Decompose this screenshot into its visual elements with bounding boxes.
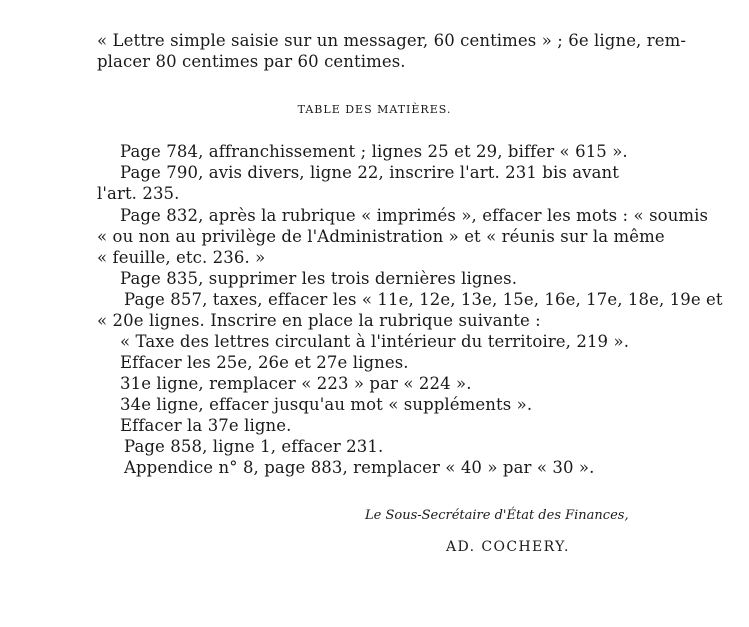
- errata-line: Page 832, après la rubrique « imprimés », effacer les mots : « soumis: [120, 206, 709, 225]
- intro-line-2: placer 80 centimes par 60 centimes.: [97, 52, 406, 71]
- signature-name: AD. COCHERY.: [446, 539, 570, 555]
- errata-line: 34e ligne, effacer jusqu'au mot « suppléments ».: [120, 395, 533, 414]
- intro-line-1: « Lettre simple saisie sur un messager, 60 centimes » ; 6e ligne, rem-: [97, 31, 687, 50]
- errata-line: « Taxe des lettres circulant à l'intérieur du territoire, 219 ».: [120, 332, 630, 351]
- errata-line: Appendice n° 8, page 883, remplacer « 40 » par « 30 ».: [124, 458, 595, 477]
- errata-line: « feuille, etc. 236. »: [97, 248, 266, 267]
- errata-line: Effacer les 25e, 26e et 27e lignes.: [120, 353, 409, 372]
- errata-line: Page 858, ligne 1, effacer 231.: [124, 437, 384, 456]
- errata-line: 31e ligne, remplacer « 223 » par « 224 ».: [120, 374, 472, 393]
- errata-line: Page 790, avis divers, ligne 22, inscrire l'art. 231 bis avant: [120, 163, 619, 182]
- errata-line: Page 784, affranchissement ; lignes 25 et 29, biffer « 615 ».: [120, 142, 628, 161]
- errata-line: l'art. 235.: [97, 184, 180, 203]
- errata-line: « 20e lignes. Inscrire en place la rubrique suivante :: [97, 311, 541, 330]
- section-heading: TABLE DES MATIÈRES.: [297, 103, 452, 116]
- errata-line: Page 857, taxes, effacer les « 11e, 12e, 13e, 15e, 16e, 17e, 18e, 19e et: [124, 290, 723, 309]
- errata-line: « ou non au privilège de l'Administration » et « réunis sur la même: [97, 227, 665, 246]
- signature-title: Le Sous-Secrétaire d'État des Finances,: [365, 508, 629, 523]
- errata-line: Effacer la 37e ligne.: [120, 416, 292, 435]
- errata-line: Page 835, supprimer les trois dernières lignes.: [120, 269, 518, 288]
